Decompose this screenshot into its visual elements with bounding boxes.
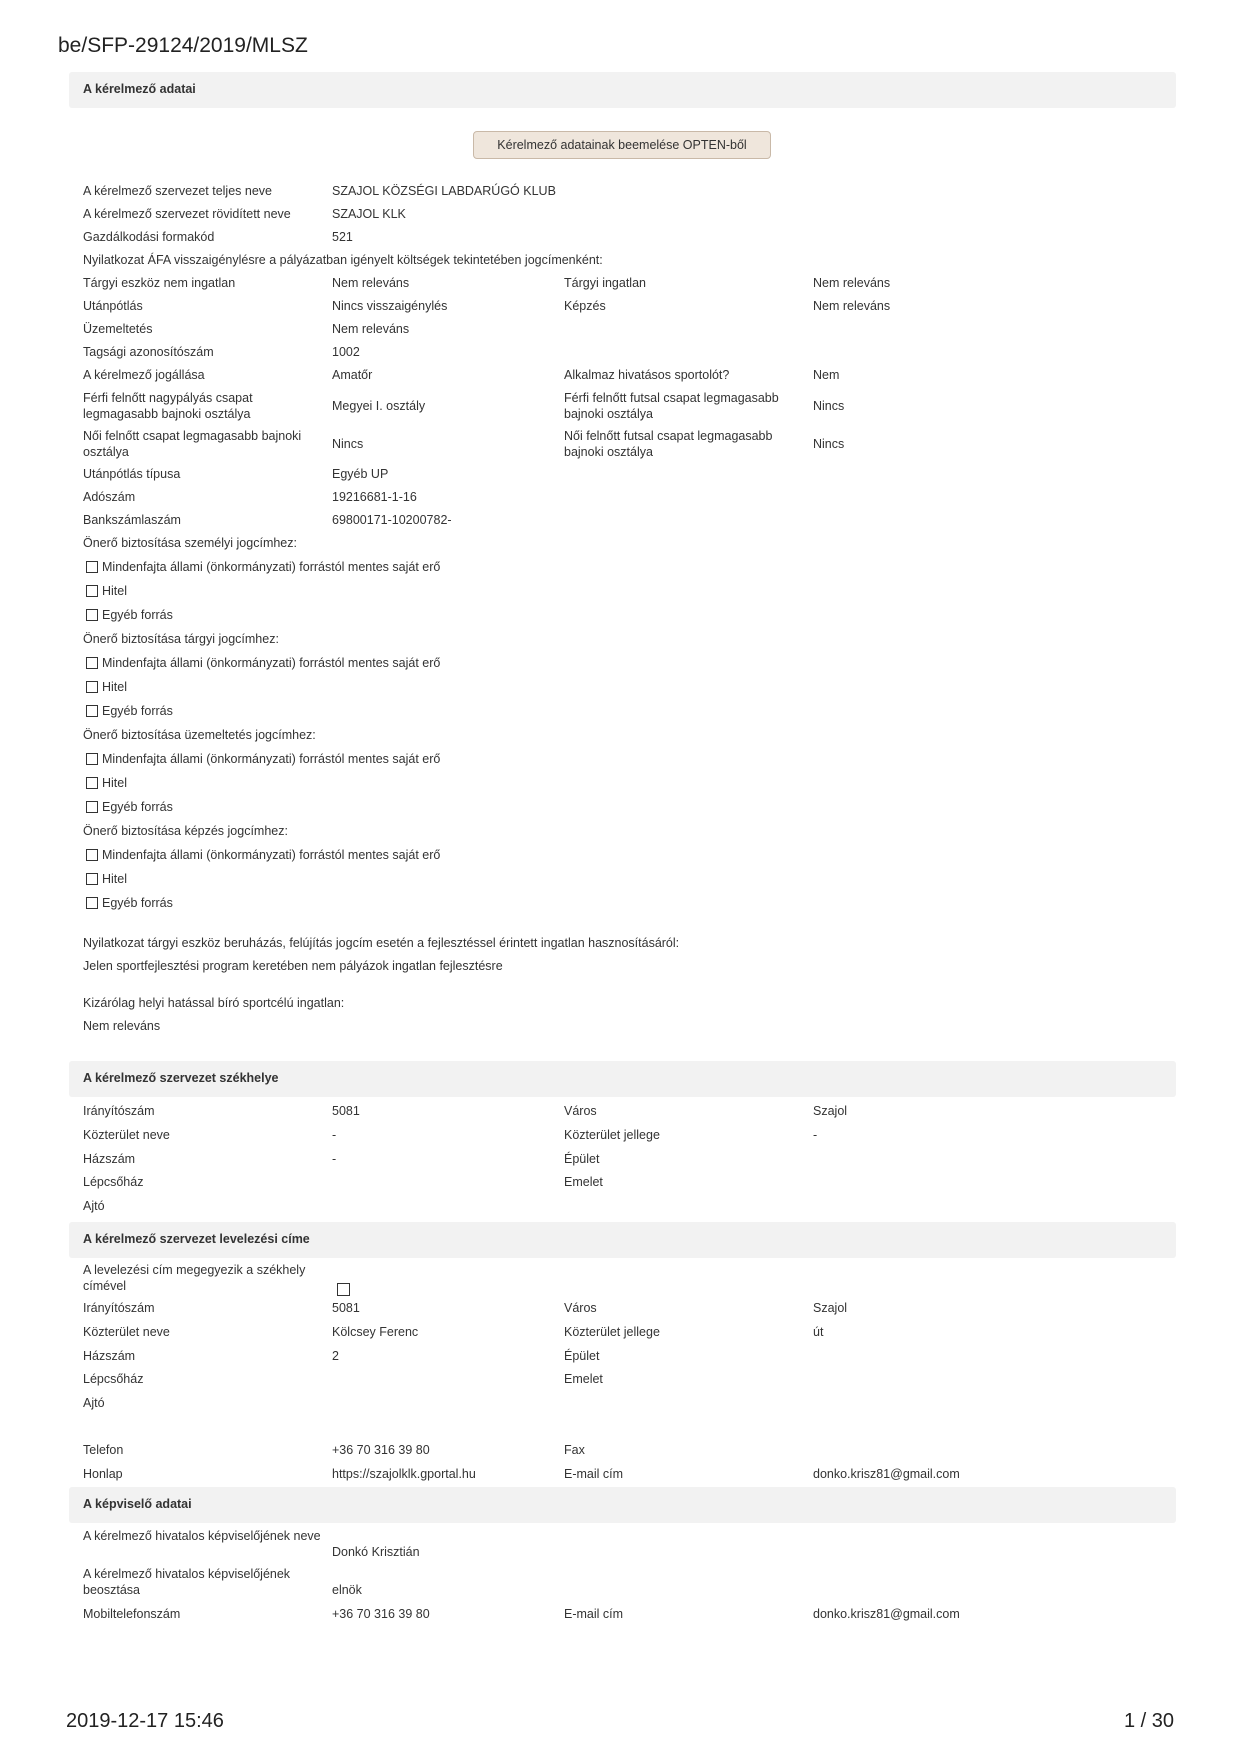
vat-value: Nem releváns: [332, 322, 410, 336]
form-code-value: 521: [332, 230, 353, 244]
website-label: Honlap: [83, 1467, 123, 1481]
rep-email-value: donko.krisz81@gmail.com: [813, 1607, 960, 1621]
checkbox-label: Mindenfajta állami (önkormányzati) forrástól mentes saját erő: [102, 752, 441, 766]
checkbox[interactable]: [86, 753, 98, 765]
document-id: be/SFP-29124/2019/MLSZ: [58, 34, 308, 57]
mobile-label: Mobiltelefonszám: [83, 1607, 181, 1621]
vat-label: Üzemeltetés: [83, 322, 153, 336]
own-funds-option[interactable]: [86, 799, 173, 815]
mailing-city-value: Szajol: [813, 1301, 848, 1315]
checkbox-label: Egyéb forrás: [102, 704, 173, 718]
own-funds-heading: Önerő biztosítása tárgyi jogcímhez:: [83, 632, 279, 646]
mailing-same-checkbox[interactable]: [337, 1283, 350, 1296]
women-label: Női felnőtt csapat legmagasabb bajnoki osztálya: [83, 429, 302, 459]
own-funds-option[interactable]: [86, 775, 127, 791]
checkbox-label: Hitel: [102, 680, 128, 694]
section-title: A képviselő adatai: [83, 1497, 192, 1511]
checkbox[interactable]: [86, 585, 98, 597]
section-title: A kérelmező szervezet székhelye: [83, 1071, 279, 1085]
checkbox[interactable]: [86, 849, 98, 861]
property-statement-value: Jelen sportfejlesztési program keretében nem pályázok ingatlan fejlesztésre: [83, 959, 503, 973]
section-header-mailing: [69, 1222, 1176, 1258]
checkbox[interactable]: [86, 897, 98, 909]
seat-zip-label: Irányítószám: [83, 1104, 155, 1118]
own-funds-option[interactable]: [86, 871, 127, 887]
checkbox-label: Hitel: [102, 872, 128, 886]
phone-label: Telefon: [83, 1443, 124, 1457]
tax-number-value: 19216681-1-16: [332, 490, 417, 504]
own-funds-heading: Önerő biztosítása személyi jogcímhez:: [83, 536, 297, 550]
women-value: Nincs: [332, 437, 364, 451]
checkbox[interactable]: [86, 801, 98, 813]
mailing-street-value: Kölcsey Ferenc: [332, 1325, 419, 1339]
tax-number-label: Adószám: [83, 490, 136, 504]
local-property-value: Nem releváns: [83, 1019, 161, 1033]
men-field-value: Megyei I. osztály: [332, 399, 426, 413]
seat-street-label: Közterület neve: [83, 1128, 170, 1142]
short-name-label: A kérelmező szervezet rövidített neve: [83, 207, 291, 221]
seat-zip-value: 5081: [332, 1104, 360, 1118]
section-title: A kérelmező szervezet levelezési címe: [83, 1232, 310, 1246]
own-funds-option[interactable]: [86, 583, 127, 599]
checkbox[interactable]: [86, 705, 98, 717]
bank-account-value: 69800171-10200782-: [332, 513, 452, 527]
vat-value: Nem releváns: [813, 276, 891, 290]
checkbox-label: Egyéb forrás: [102, 896, 173, 910]
seat-city-label: Város: [564, 1104, 597, 1118]
member-id-value: 1002: [332, 345, 360, 359]
member-id-label: Tagsági azonosítószám: [83, 345, 214, 359]
vat-value: Nem releváns: [332, 276, 410, 290]
vat-label: Tárgyi eszköz nem ingatlan: [83, 276, 236, 290]
own-funds-option[interactable]: [86, 895, 173, 911]
mailing-zip-value: 5081: [332, 1301, 360, 1315]
checkbox[interactable]: [86, 657, 98, 669]
own-funds-option[interactable]: [86, 655, 440, 671]
phone-value: +36 70 316 39 80: [332, 1443, 430, 1457]
checkbox[interactable]: [86, 681, 98, 693]
seat-street-type-label: Közterület jellege: [564, 1128, 660, 1142]
section-header-representative: [69, 1487, 1176, 1523]
pro-athlete-label: Alkalmaz hivatásos sportolót?: [564, 368, 730, 382]
rep-name-label: A kérelmező hivatalos képviselőjének neve: [83, 1529, 321, 1543]
property-statement: Nyilatkozat tárgyi eszköz beruházás, felújítás jogcím esetén a fejlesztéssel érintett ingatlan hasznosításáról:: [83, 936, 680, 950]
rep-role-label: A kérelmező hivatalos képviselőjének beosztása: [83, 1567, 291, 1597]
mailing-house-value: 2: [332, 1349, 339, 1363]
vat-value: Nem releváns: [813, 299, 891, 313]
vat-label: Képzés: [564, 299, 606, 313]
bank-account-label: Bankszámlaszám: [83, 513, 181, 527]
women-futsal-value: Nincs: [813, 437, 845, 451]
local-property-label: Kizárólag helyi hatással bíró sportcélú ingatlan:: [83, 996, 345, 1010]
own-funds-heading: Önerő biztosítása üzemeltetés jogcímhez:: [83, 728, 316, 742]
mailing-city-label: Város: [564, 1301, 597, 1315]
seat-floor-label: Emelet: [564, 1175, 603, 1189]
full-name-value: SZAJOL KÖZSÉGI LABDARÚGÓ KLUB: [332, 184, 556, 198]
footer-page-number: 1 / 30: [1123, 1710, 1174, 1732]
youth-type-label: Utánpótlás típusa: [83, 467, 181, 481]
mailing-house-label: Házszám: [83, 1349, 136, 1363]
mailing-street-type-value: út: [813, 1325, 824, 1339]
form-code-label: Gazdálkodási formakód: [83, 230, 215, 244]
men-futsal-label: Férfi felnőtt futsal csapat legmagasabb bajnoki osztálya: [564, 391, 779, 421]
own-funds-option[interactable]: [86, 679, 127, 695]
mailing-stair-label: Lépcsőház: [83, 1372, 144, 1386]
vat-value: Nincs visszaigénylés: [332, 299, 448, 313]
mailing-street-label: Közterület neve: [83, 1325, 170, 1339]
rep-name-value: Donkó Krisztián: [332, 1545, 420, 1559]
vat-label: Tárgyi ingatlan: [564, 276, 646, 290]
mailing-street-type-label: Közterület jellege: [564, 1325, 660, 1339]
footer-datetime: 2019-12-17 15:46: [66, 1710, 224, 1732]
opten-import-button[interactable]: Kérelmező adatainak beemelése OPTEN-ből: [473, 131, 771, 159]
own-funds-option[interactable]: [86, 847, 440, 863]
mailing-zip-label: Irányítószám: [83, 1301, 155, 1315]
youth-type-value: Egyéb UP: [332, 467, 389, 481]
own-funds-option[interactable]: [86, 607, 173, 623]
website-value: https://szajolklk.gportal.hu: [332, 1467, 476, 1481]
section-header-applicant: [69, 72, 1176, 108]
seat-house-value: -: [332, 1152, 337, 1166]
section-title: A kérelmező adatai: [83, 82, 196, 96]
checkbox[interactable]: [86, 873, 98, 885]
short-name-value: SZAJOL KLK: [332, 207, 406, 221]
pro-athlete-value: Nem: [813, 368, 840, 382]
full-name-label: A kérelmező szervezet teljes neve: [83, 184, 272, 198]
mailing-building-label: Épület: [564, 1349, 600, 1363]
own-funds-option[interactable]: [86, 751, 440, 767]
checkbox[interactable]: [86, 561, 98, 573]
seat-building-label: Épület: [564, 1152, 600, 1166]
mailing-floor-label: Emelet: [564, 1372, 603, 1386]
checkbox-label: Hitel: [102, 584, 128, 598]
seat-stair-label: Lépcsőház: [83, 1175, 144, 1189]
own-funds-option[interactable]: [86, 703, 173, 719]
seat-city-value: Szajol: [813, 1104, 848, 1118]
own-funds-heading: Önerő biztosítása képzés jogcímhez:: [83, 824, 288, 838]
seat-street-type-value: -: [813, 1128, 818, 1142]
vat-statement: Nyilatkozat ÁFA visszaigénylésre a pályázatban igényelt költségek tekintetében jogcímenként:: [83, 253, 603, 267]
checkbox-label: Egyéb forrás: [102, 800, 173, 814]
men-futsal-value: Nincs: [813, 399, 845, 413]
legal-status-label: A kérelmező jogállása: [83, 368, 205, 382]
own-funds-option[interactable]: [86, 559, 440, 575]
women-futsal-label: Női felnőtt futsal csapat legmagasabb bajnoki osztálya: [564, 429, 773, 459]
mailing-door-label: Ajtó: [83, 1396, 105, 1410]
email-value: donko.krisz81@gmail.com: [813, 1467, 960, 1481]
email-label: E-mail cím: [564, 1467, 624, 1481]
checkbox-label: Mindenfajta állami (önkormányzati) forrástól mentes saját erő: [102, 656, 441, 670]
mobile-value: +36 70 316 39 80: [332, 1607, 430, 1621]
men-field-label: Férfi felnőtt nagypályás csapat legmagasabb bajnoki osztálya: [83, 391, 253, 421]
checkbox[interactable]: [86, 777, 98, 789]
checkbox[interactable]: [86, 609, 98, 621]
seat-house-label: Házszám: [83, 1152, 136, 1166]
section-header-seat: [69, 1061, 1176, 1097]
checkbox-label: Mindenfajta állami (önkormányzati) forrástól mentes saját erő: [102, 560, 441, 574]
mailing-same-label: A levelezési cím megegyezik a székhely címével: [83, 1263, 306, 1293]
vat-label: Utánpótlás: [83, 299, 143, 313]
checkbox-label: Mindenfajta állami (önkormányzati) forrástól mentes saját erő: [102, 848, 441, 862]
seat-street-value: -: [332, 1128, 337, 1142]
checkbox-label: Egyéb forrás: [102, 608, 173, 622]
rep-email-label: E-mail cím: [564, 1607, 624, 1621]
fax-label: Fax: [564, 1443, 585, 1457]
checkbox-label: Hitel: [102, 776, 128, 790]
rep-role-value: elnök: [332, 1583, 362, 1597]
seat-door-label: Ajtó: [83, 1199, 105, 1213]
legal-status-value: Amatőr: [332, 368, 373, 382]
